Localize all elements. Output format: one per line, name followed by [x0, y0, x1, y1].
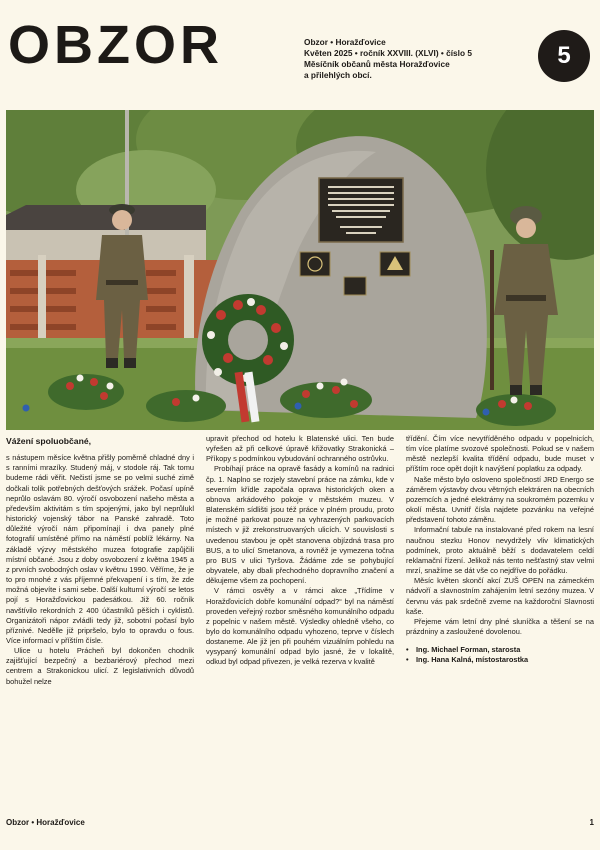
meta-line-4: a přilehlých obcí. — [304, 70, 372, 80]
article-paragraph: Informační tabule na instalované před rokem na lesní naučnou stezku Honov nevydržely vliv klimatických podmínek, proto aktuálně běží s dodavatelem celdí reklamační řízení. Jelikož nás tento nešťastný stav velmi mrzí, snažíme se dát vše co nejdříve do pořádku. — [406, 525, 594, 576]
masthead — [0, 0, 600, 108]
editorial-article — [6, 434, 594, 824]
meta-line-3: Měsíčník občanů města Horažďovice — [304, 59, 450, 69]
page-footer — [6, 818, 594, 832]
memorial-photo — [6, 110, 594, 430]
article-column-3 — [406, 434, 594, 824]
meta-line-2: Květen 2025 • ročník XXVIII. (XLVI) • číslo 5 — [304, 48, 472, 58]
emblem-plaque-left — [300, 252, 330, 276]
article-paragraph: Probíhají práce na opravě fasády a komínů na radnici čp. 1. Naplno se rozjely stavební práce na zámku, kde v severním křídle započala oprava historických oken a obnova arkádového pokoje v městském muzeu. V Blatenském sídlišti jsou též práce v plném proudu, proto je možné parkovat pouze na vyhrazených parkovacích místech v již zrekonstruovaných ulicích. V souvislosti s uvedenou stavbou je opět stanovena objízdná trasa pro BUS, a to ulicí Smetanova, a rovněž je vymezena točna pro BUS v ulici Tyršova. Žádáme zde se pohybující obyvatele, aby dbali přechodného dopravního značení a děkujeme všem za pochopení. — [206, 464, 394, 586]
article-paragraph: s nástupem měsíce května přišly poměrně chladné dny i s ranními mrazíky. Studený máj, v stodole ráj. Tak tomu budeme rádi věřit. Nečistí jsme se po velmi suché zimě dočkali tolik potřebných dešťových srážek. Počasí upíně neprůlo oslavám 80. výročí osvobození našeho města a především aktivitám s tím spojenými, jako byl neprůlukl historický vojenský tábor na Panské zahradě. Toto důležité výročí nám připomínají i dva panely plné fotografií umístěné přímo na náměstí poblíž lékárny. Na základě výzvy městského muzea fotografie zapůjčili místní občané. Jsou z doby osvobození z května 1945 a z prvních svobodných oslav v květnu 1990. Věříme, že je to pro mnohé z vás příjemné překvapení i s tím, že zde možná objevíte i sami sebe. Další kulturní výročí se letos pojí s Horažďovickou padesátkou. Již 60. ročník navštívilo rekordních 2 400 účastníků pěších i cyklistů. Organizátoři nápor zvládli tedy již, sobotní počasí bylo příznivé. Nedělle již pripršelo, bylo to opravdu o fous. Více informací v příštím čísle. — [6, 453, 194, 645]
emblem-plaque-small — [344, 277, 366, 295]
article-paragraph: V rámci osvěty a v rámci akce „Třídíme v Horažďovicích dobře komunální odpad?“ byl na náměstí proveden veřejný rozbor směsného komunálního odpadu z popelnic v našem městě. Výsledky ohledně všeho, co bylo do komunálního odpadu vyhozeno, teprve v číslech dostaneme. Ale již jen při pouhém vizuálním pohledu na vysypaný komunální odpad bylo jasné, že v lokalitě, odkud byl odpad přivezen, je velká rezerva v kvalitě — [206, 586, 394, 667]
signature-mayor: • Ing. Michael Forman, starosta — [406, 645, 594, 655]
newspaper-title: OBZOR — [8, 15, 223, 75]
issue-number-badge: 5 — [538, 30, 590, 82]
memorial-illustration — [6, 110, 594, 430]
page-number: 1 — [589, 818, 594, 827]
signature-deputy-mayor: • Ing. Hana Kalná, místostarostka — [406, 655, 594, 665]
footer-publication: Obzor • Horažďovice — [6, 818, 85, 827]
article-column-2 — [206, 434, 394, 824]
article-paragraph: třídění. Čím více nevytříděného odpadu v popelnicích, tím více platíme svozové společnosti. Pokud se v našem městě nezlepší kvalita třídění odpadu, bude muset v příštím roce opět dojít k navýšení poplatku za odpady. — [406, 434, 594, 474]
article-paragraph: Ulice u hotelu Prácheň byl dokončen chodník zajišťující bezpečný a bezbariérový přechod mezi centrem a Strakonickou ulicí. Z legislativních důvodů bohužel nelze — [6, 646, 194, 686]
article-greeting: Vážení spoluobčané, — [6, 436, 92, 446]
signatures — [406, 645, 594, 665]
article-paragraph: Přejeme vám letní dny plné sluníčka a těšení se na prázdniny a zasloužené dovolenou. — [406, 616, 594, 636]
meta-line-1: Obzor • Horažďovice — [304, 37, 386, 47]
article-paragraph: Naše město bylo osloveno společností JRD Energo se záměrem výstavby dvou větrných elektráren na obecních pozemcích a jedné elektrárny na soukromém pozemku v okolí města. Uvnitř čísla najdete pozvánku na veřejné představení tohoto záměru. — [406, 474, 594, 525]
article-paragraph: upravit přechod od hotelu k Blatenské ulici. Ten bude vyřešen až při celkové úpravě křižovatky Strakonická – Příkopy s podmínkou vybudování ochranného ostrůvku. — [206, 434, 394, 464]
article-paragraph: Měsíc květen skončí akcí ZUŠ OPEN na zámeckém nádvoří a slavnostním zahájením letní sezóny muzea. V červnu vás pak srdečně zveme na každoroční Slavnosti kaše. — [406, 576, 594, 616]
roof — [6, 205, 206, 230]
article-column-1 — [6, 434, 194, 824]
issue-meta — [304, 37, 534, 81]
